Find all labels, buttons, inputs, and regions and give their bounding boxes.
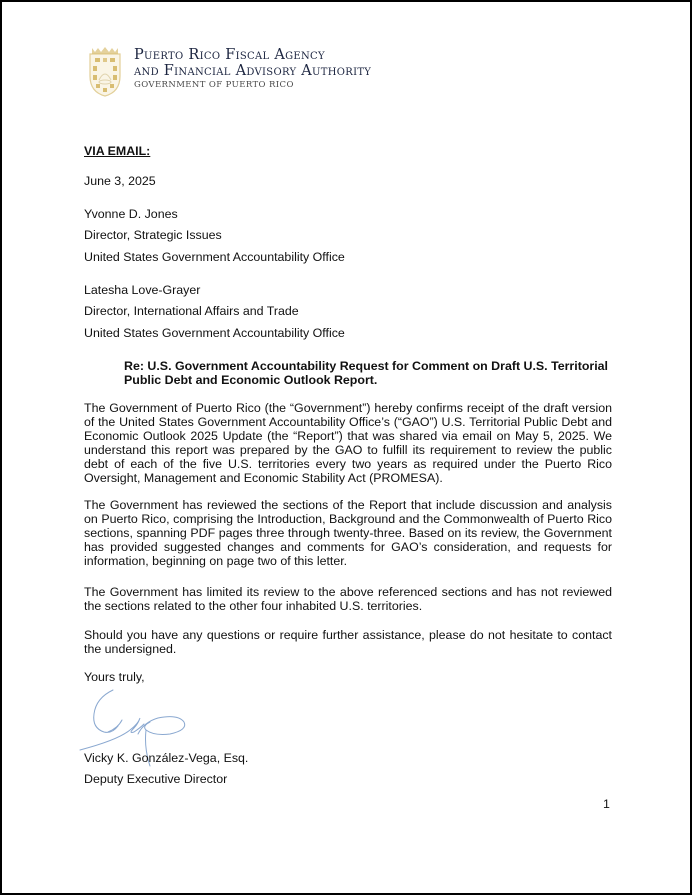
- organization-name: [134, 47, 371, 91]
- delivery-method: VIA EMAIL:: [84, 144, 151, 158]
- page-number: 1: [603, 797, 610, 811]
- closing: Yours truly,: [84, 670, 145, 684]
- subject-line: Re: U.S. Government Accountability Request for Comment on Draft U.S. Territorial Public Debt and Economic Outlook Report.: [124, 359, 608, 387]
- org-name-line2: and Financial Advisory Authority: [134, 63, 372, 79]
- recipient-2-organization: United States Government Accountability Office: [84, 326, 345, 340]
- recipient-1-name: Yvonne D. Jones: [84, 207, 178, 221]
- signatory-name: Vicky K. González-Vega, Esq.: [84, 751, 249, 765]
- signatory-title: Deputy Executive Director: [84, 772, 228, 786]
- letter-date: June 3, 2025: [84, 174, 156, 188]
- org-government-line: GOVERNMENT OF PUERTO RICO: [134, 80, 294, 90]
- recipient-2-title: Director, International Affairs and Trade: [84, 304, 299, 318]
- body-paragraph-1: The Government of Puerto Rico (the “Government”) hereby confirms receipt of the draft version of the United States Government Accountability Office’s (“GAO”) U.S. Territorial Public Debt and Economic Outlook 2025 Update (the “Report”) that was shared via email on May 5, 2025. We understand this report was prepared by the GAO to fulfill its requirement to review the public debt of each of the five U.S. territories every two years as required under the Puerto Rico Oversight, Management and Economic Stability Act (PROMESA).: [84, 401, 612, 485]
- body-paragraph-2: The Government has reviewed the sections of the Report that include discussion and analysis on Puerto Rico, comprising the Introduction, Background and the Commonwealth of Puerto Rico sections, spanning PDF pages three through twenty-three. Based on its review, the Government has provided suggested changes and comments for GAO’s consideration, and requests for information, beginning on page two of this letter.: [84, 498, 612, 568]
- recipient-1-title: Director, Strategic Issues: [84, 228, 222, 242]
- recipient-1-organization: United States Government Accountability Office: [84, 250, 345, 264]
- body-paragraph-4: Should you have any questions or require further assistance, please do not hesitate to contact the undersigned.: [84, 628, 612, 656]
- coat-of-arms-seal-icon: [84, 44, 126, 98]
- recipient-2-name: Latesha Love-Grayer: [84, 283, 201, 297]
- body-paragraph-3: The Government has limited its review to the above referenced sections and has not reviewed the sections related to the other four inhabited U.S. territories.: [84, 585, 612, 613]
- org-name-line1: Puerto Rico Fiscal Agency: [134, 47, 325, 63]
